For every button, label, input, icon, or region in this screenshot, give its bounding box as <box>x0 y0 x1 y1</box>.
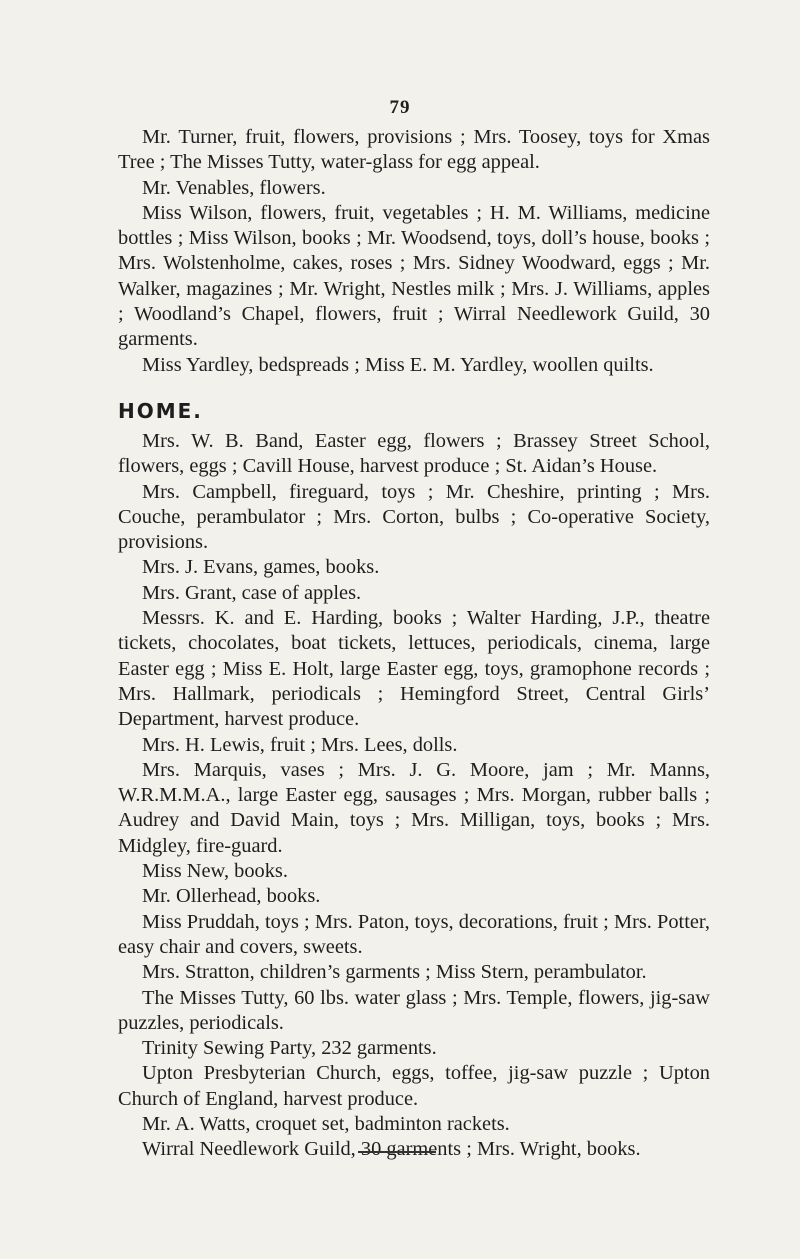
paragraph: Mr. Venables, flowers. <box>142 176 326 199</box>
paragraph: Mrs. Stratton, children’s garments ; Miss Stern, perambulator. <box>142 961 647 984</box>
paragraph: Mrs. Grant, case of apples. <box>142 581 362 604</box>
paragraph: Mr. Turner, fruit, flowers, provisions ; Mrs. Toosey, toys for Xmas Tree ; The Misses Tutty, water-glass for egg appeal. <box>118 126 710 174</box>
paragraph: The Misses Tutty, 60 lbs. water glass ; Mrs. Temple, flowers, jig-saw puzzles, periodicals. <box>118 986 710 1034</box>
intro-section <box>118 125 710 378</box>
home-section <box>118 429 710 1163</box>
paragraph: Mrs. J. Evans, games, books. <box>142 556 380 579</box>
end-rule <box>358 1151 436 1153</box>
paragraph: Trinity Sewing Party, 232 garments. <box>142 1037 437 1060</box>
paragraph: Mrs. Campbell, fireguard, toys ; Mr. Cheshire, printing ; Mrs. Couche, perambulator ; Mrs. Corton, bulbs ; Co-operative Society, provisions. <box>118 480 710 554</box>
paragraph: Miss New, books. <box>142 860 288 883</box>
paragraph: Miss Yardley, bedspreads ; Miss E. M. Yardley, woollen quilts. <box>142 353 654 376</box>
paragraph: Mr. A. Watts, croquet set, badminton rackets. <box>142 1113 510 1136</box>
paragraph: Mrs. Marquis, vases ; Mrs. J. G. Moore, jam ; Mr. Manns, W.R.M.M.A., large Easter egg, sausages ; Mrs. Morgan, rubber balls ; Audrey and David Main, toys ; Mrs. Milligan, toys, books ; Mrs. Midgley, fire-guard. <box>118 758 710 857</box>
paragraph: Miss Wilson, flowers, fruit, vegetables ; H. M. Williams, medicine bottles ; Miss Wilson, books ; Mr. Woodsend, toys, doll’s house, books ; Mrs. Wolstenholme, cakes, roses ; Mrs. Sidney Woodward, eggs ; Mr. Walker, magazines ; Mr. Wright, Nestles milk ; Mrs. J. Williams, apples ; Woodland’s Chapel, flowers, fruit ; Wirral Needlework Guild, 30 garments. <box>118 201 710 351</box>
paragraph: Miss Pruddah, toys ; Mrs. Paton, toys, decorations, fruit ; Mrs. Potter, easy chair and covers, sweets. <box>118 910 710 958</box>
paragraph: Upton Presbyterian Church, eggs, toffee, jig-saw puzzle ; Upton Church of England, harvest produce. <box>118 1062 710 1110</box>
paragraph: Mrs. W. B. Band, Easter egg, flowers ; Brassey Street School, flowers, eggs ; Cavill House, harvest produce ; St. Aidan’s House. <box>118 430 710 478</box>
section-heading-home: HOME. <box>118 399 203 423</box>
page-number: 79 <box>389 97 411 118</box>
paragraph: Wirral Needlework Guild, 30 garments ; Mrs. Wright, books. <box>142 1138 641 1161</box>
paragraph: Messrs. K. and E. Harding, books ; Walter Harding, J.P., theatre tickets, chocolates, boat tickets, lettuces, periodicals, cinema, large Easter egg ; Miss E. Holt, large Easter egg, toys, gramophone records ; Mrs. Hallmark, periodicals ; Hemingford Street, Central Girls’ Department, harvest produce. <box>118 607 710 731</box>
paragraph: Mrs. H. Lewis, fruit ; Mrs. Lees, dolls. <box>142 733 458 756</box>
paragraph: Mr. Ollerhead, books. <box>142 885 321 908</box>
